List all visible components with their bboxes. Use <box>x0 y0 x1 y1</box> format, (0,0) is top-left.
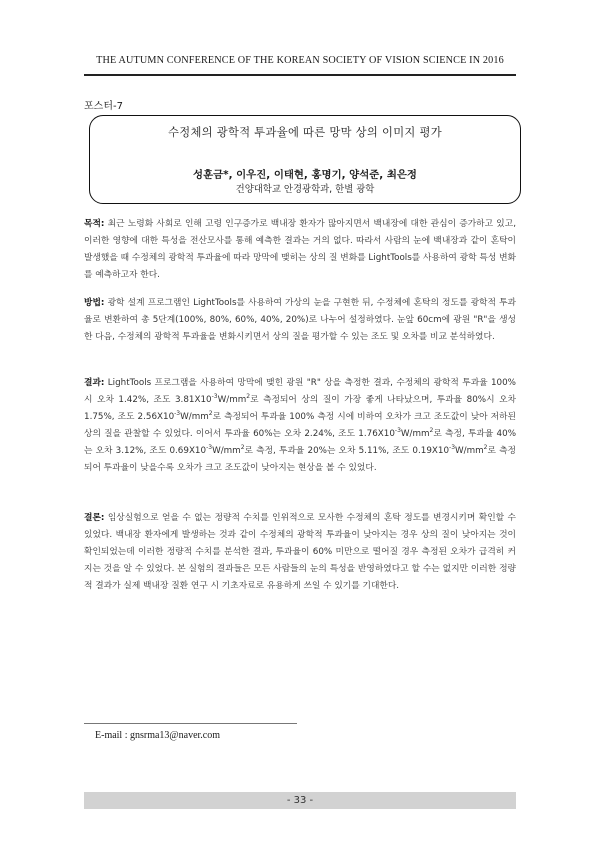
results-text: W/mm <box>217 394 247 405</box>
page-number: - 33 - <box>286 795 314 806</box>
page-footer <box>84 792 516 809</box>
results-text: LightTools 프로그램을 사용하여 망막에 맺힌 광원 "R" 상을 측정한 결과, 수정체의 광학적 투과율 100%시 오차 1.42%, 조도 3.81X10 <box>84 378 516 405</box>
results-exponent: -3 <box>394 426 401 434</box>
results-exponent: 2 <box>246 392 251 400</box>
footnote-rule <box>84 723 297 724</box>
results-exponent: 2 <box>208 409 213 417</box>
results-text: 로 측정되어 투과율 100% 측정 시에 비하여 오차가 크고 조도값이 낮아 저하된 상의 질을 관찰할 수 있었다. 이어서 투과율 60%는 오차 2.24%, 조도 1.76X10 <box>84 411 516 439</box>
results-text: W/mm <box>455 445 484 456</box>
author-email: E-mail : gnsrma13@naver.com <box>95 730 221 741</box>
results-exponent: -3 <box>206 443 213 451</box>
results-text: 로 측정되어 상의 질이 가장 좋게 나타났으며, 투과율 80%시 오차 1.75%, 조도 2.56X10 <box>84 394 517 422</box>
purpose-label: 목적: <box>84 219 105 229</box>
section-conclusion <box>84 510 516 595</box>
method-text: 광학 설계 프로그램인 LightTools를 사용하여 가상의 눈을 구현한 뒤, 수정체에 혼탁의 정도를 광학적 투과율로 변환하여 총 5단계(100%, 80%, 60%, 40%, 20%)로 나누어 설정하였다. 눈앞 60cm에 광원 "R"을 생성한 다음, 수정체의 광학적 투과율을 변화시키면서 상의 질을 평가할 수 있는 조도 및 오차를 비교 분석하였다. <box>84 298 516 342</box>
section-results <box>84 375 516 476</box>
poster-id: 포스터-7 <box>84 101 123 112</box>
results-text: W/mm <box>400 428 430 439</box>
conclusion-label: 결론: <box>84 513 105 523</box>
authors: 성훈금*, 이우진, 이태현, 홍명기, 양석준, 최은정 <box>193 169 417 181</box>
section-method <box>84 295 516 346</box>
results-exponent: -3 <box>449 443 456 451</box>
affiliation: 건양대학교 안경광학과, 한별 광학 <box>235 184 375 195</box>
conference-header: THE AUTUMN CONFERENCE OF THE KOREAN SOCIETY OF VISION SCIENCE IN 2016 <box>96 55 504 66</box>
results-exponent: 2 <box>483 443 488 451</box>
results-text: 로 측정, 투과율 40%는 오차 3.12%, 조도 0.69X10 <box>84 428 517 456</box>
method-label: 방법: <box>84 298 105 308</box>
title-box <box>89 115 521 204</box>
purpose-text: 최근 노령화 사회로 인해 고령 인구증가로 백내장 환자가 많아지면서 백내장에 대한 관심이 증가하고 있고, 이러한 영향에 대한 특성을 전산모사를 통해 예측한 결과는 거의 없다. 따라서 사람의 눈에 백내장과 같이 혼탁이 발생했을 때 수정체의 광학적 투과율에 따라 망막에 맺히는 상의 질 변화를 LightTools를 사용하여 광학 특성 변화를 예측하고자 한다. <box>84 219 516 280</box>
results-exponent: -3 <box>174 409 181 417</box>
results-label: 결과: <box>84 378 105 388</box>
paper-title: 수정체의 광학적 투과율에 따른 망막 상의 이미지 평가 <box>168 126 442 139</box>
results-exponent: 2 <box>429 426 434 434</box>
header-rule <box>84 74 516 76</box>
results-exponent: -3 <box>211 392 218 400</box>
conclusion-text: 임상실험으로 얻을 수 없는 정량적 수치를 인위적으로 모사한 수정체의 혼탁 정도를 변경시키며 확인할 수 있었다. 백내장 환자에게 발생하는 것과 같이 수정체의 광학적 투과율이 낮아지는 경우 상의 질이 낮아지는 것이 확인되었는데 이러한 정량적 수치를 분석한 결과, 투과율이 60% 미만으로 떨어질 경우 측정된 오차가 급격히 커지는 것을 알 수 있었다. 본 실험의 결과들은 모든 사람들의 눈의 특성을 반영하였다고 할 수는 없지만 이러한 정량적 결과가 실제 백내장 질환 연구 시 기초자료로 유용하게 쓰일 수 있기를 기대한다. <box>84 513 517 591</box>
results-text: 로 측정되어 투과율이 낮을수록 오차가 크고 조도값이 낮아지는 현상을 볼 수 있었다. <box>84 445 517 473</box>
section-purpose <box>84 216 516 284</box>
results-exponent: 2 <box>240 443 245 451</box>
results-text: W/mm <box>212 445 241 456</box>
results-text: 로 측정, 투과율 20%는 오차 5.11%, 조도 0.19X10 <box>244 445 450 456</box>
results-text: W/mm <box>180 411 209 422</box>
